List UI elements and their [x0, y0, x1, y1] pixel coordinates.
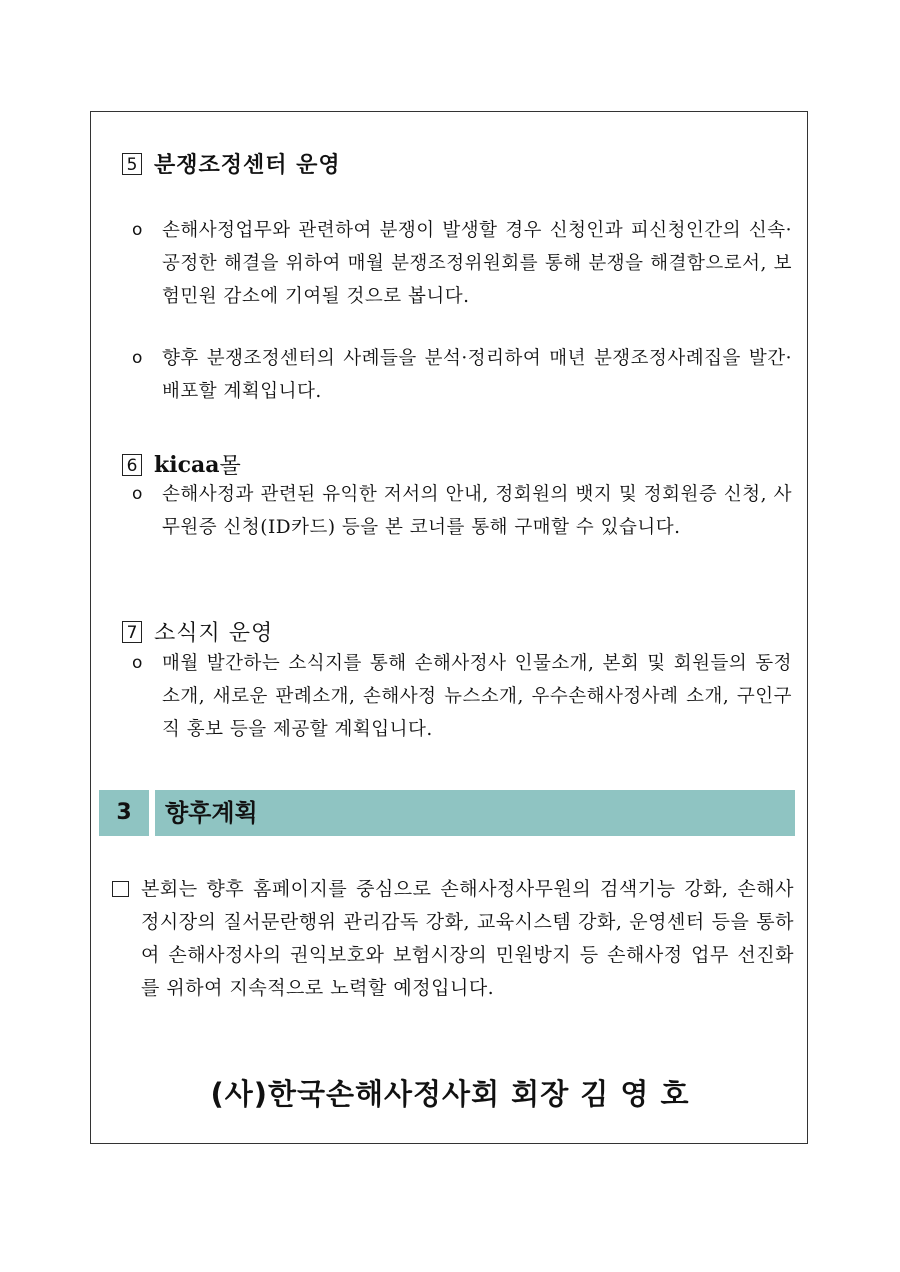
bullet-item — [132, 647, 792, 746]
section-7-heading — [122, 616, 273, 647]
section-number-box: 6 — [122, 454, 142, 476]
bullet-text: 손해사정과 관련된 유익한 저서의 안내, 정회원의 뱃지 및 정회원증 신청, 사무원증 신청(ID카드) 등을 본 코너를 통해 구매할 수 있습니다. — [162, 484, 792, 538]
section-title: 분쟁조정센터 운영 — [154, 153, 341, 178]
bullet-mark: o — [132, 348, 143, 368]
bullet-item — [132, 478, 792, 544]
section-number-box: 7 — [122, 621, 142, 643]
signature: (사)한국손해사정사회 회장 김 영 호 — [210, 1077, 690, 1111]
section-6-heading — [122, 449, 242, 480]
section-number-box: 5 — [122, 153, 142, 175]
section-title: 소식지 운영 — [154, 621, 274, 646]
plan-paragraph — [112, 873, 794, 1005]
section-band — [99, 790, 795, 836]
bullet-mark: o — [132, 220, 143, 240]
plan-text: 본회는 향후 홈페이지를 중심으로 손해사정사무원의 검색기능 강화, 손해사정시장의 질서문란행위 관리감독 강화, 교육시스템 강화, 운영센터 등을 통하여 손해사정사의 권익보호와 보험시장의 민원방지 등 손해사정 업무 선진화를 위하여 지속적으로 노력할 예정입니다. — [141, 878, 794, 999]
section-5-heading — [122, 148, 341, 179]
brand-name: kicaa — [154, 451, 220, 478]
bullet-mark: o — [132, 484, 143, 504]
bullet-item — [132, 214, 792, 313]
section-title: 몰 — [219, 454, 242, 479]
bullet-mark: o — [132, 653, 143, 673]
bullet-item — [132, 342, 792, 408]
bullet-text: 손해사정업무와 관련하여 분쟁이 발생할 경우 신청인과 피신청인간의 신속·공정한 해결을 위하여 매월 분쟁조정위원회를 통해 분쟁을 해결함으로서, 보험민원 감소에 기여될 것으로 봅니다. — [162, 220, 792, 307]
checkbox-square-icon — [112, 881, 129, 897]
bullet-text: 향후 분쟁조정센터의 사례들을 분석·정리하여 매년 분쟁조정사례집을 발간·배포할 계획입니다. — [162, 348, 792, 402]
band-number: 3 — [99, 790, 149, 836]
band-title: 향후계획 — [155, 790, 795, 836]
bullet-text: 매월 발간하는 소식지를 통해 손해사정사 인물소개, 본회 및 회원들의 동정소개, 새로운 판례소개, 손해사정 뉴스소개, 우수손해사정사례 소개, 구인구직 홍보 등을 제공할 계획입니다. — [162, 653, 792, 740]
